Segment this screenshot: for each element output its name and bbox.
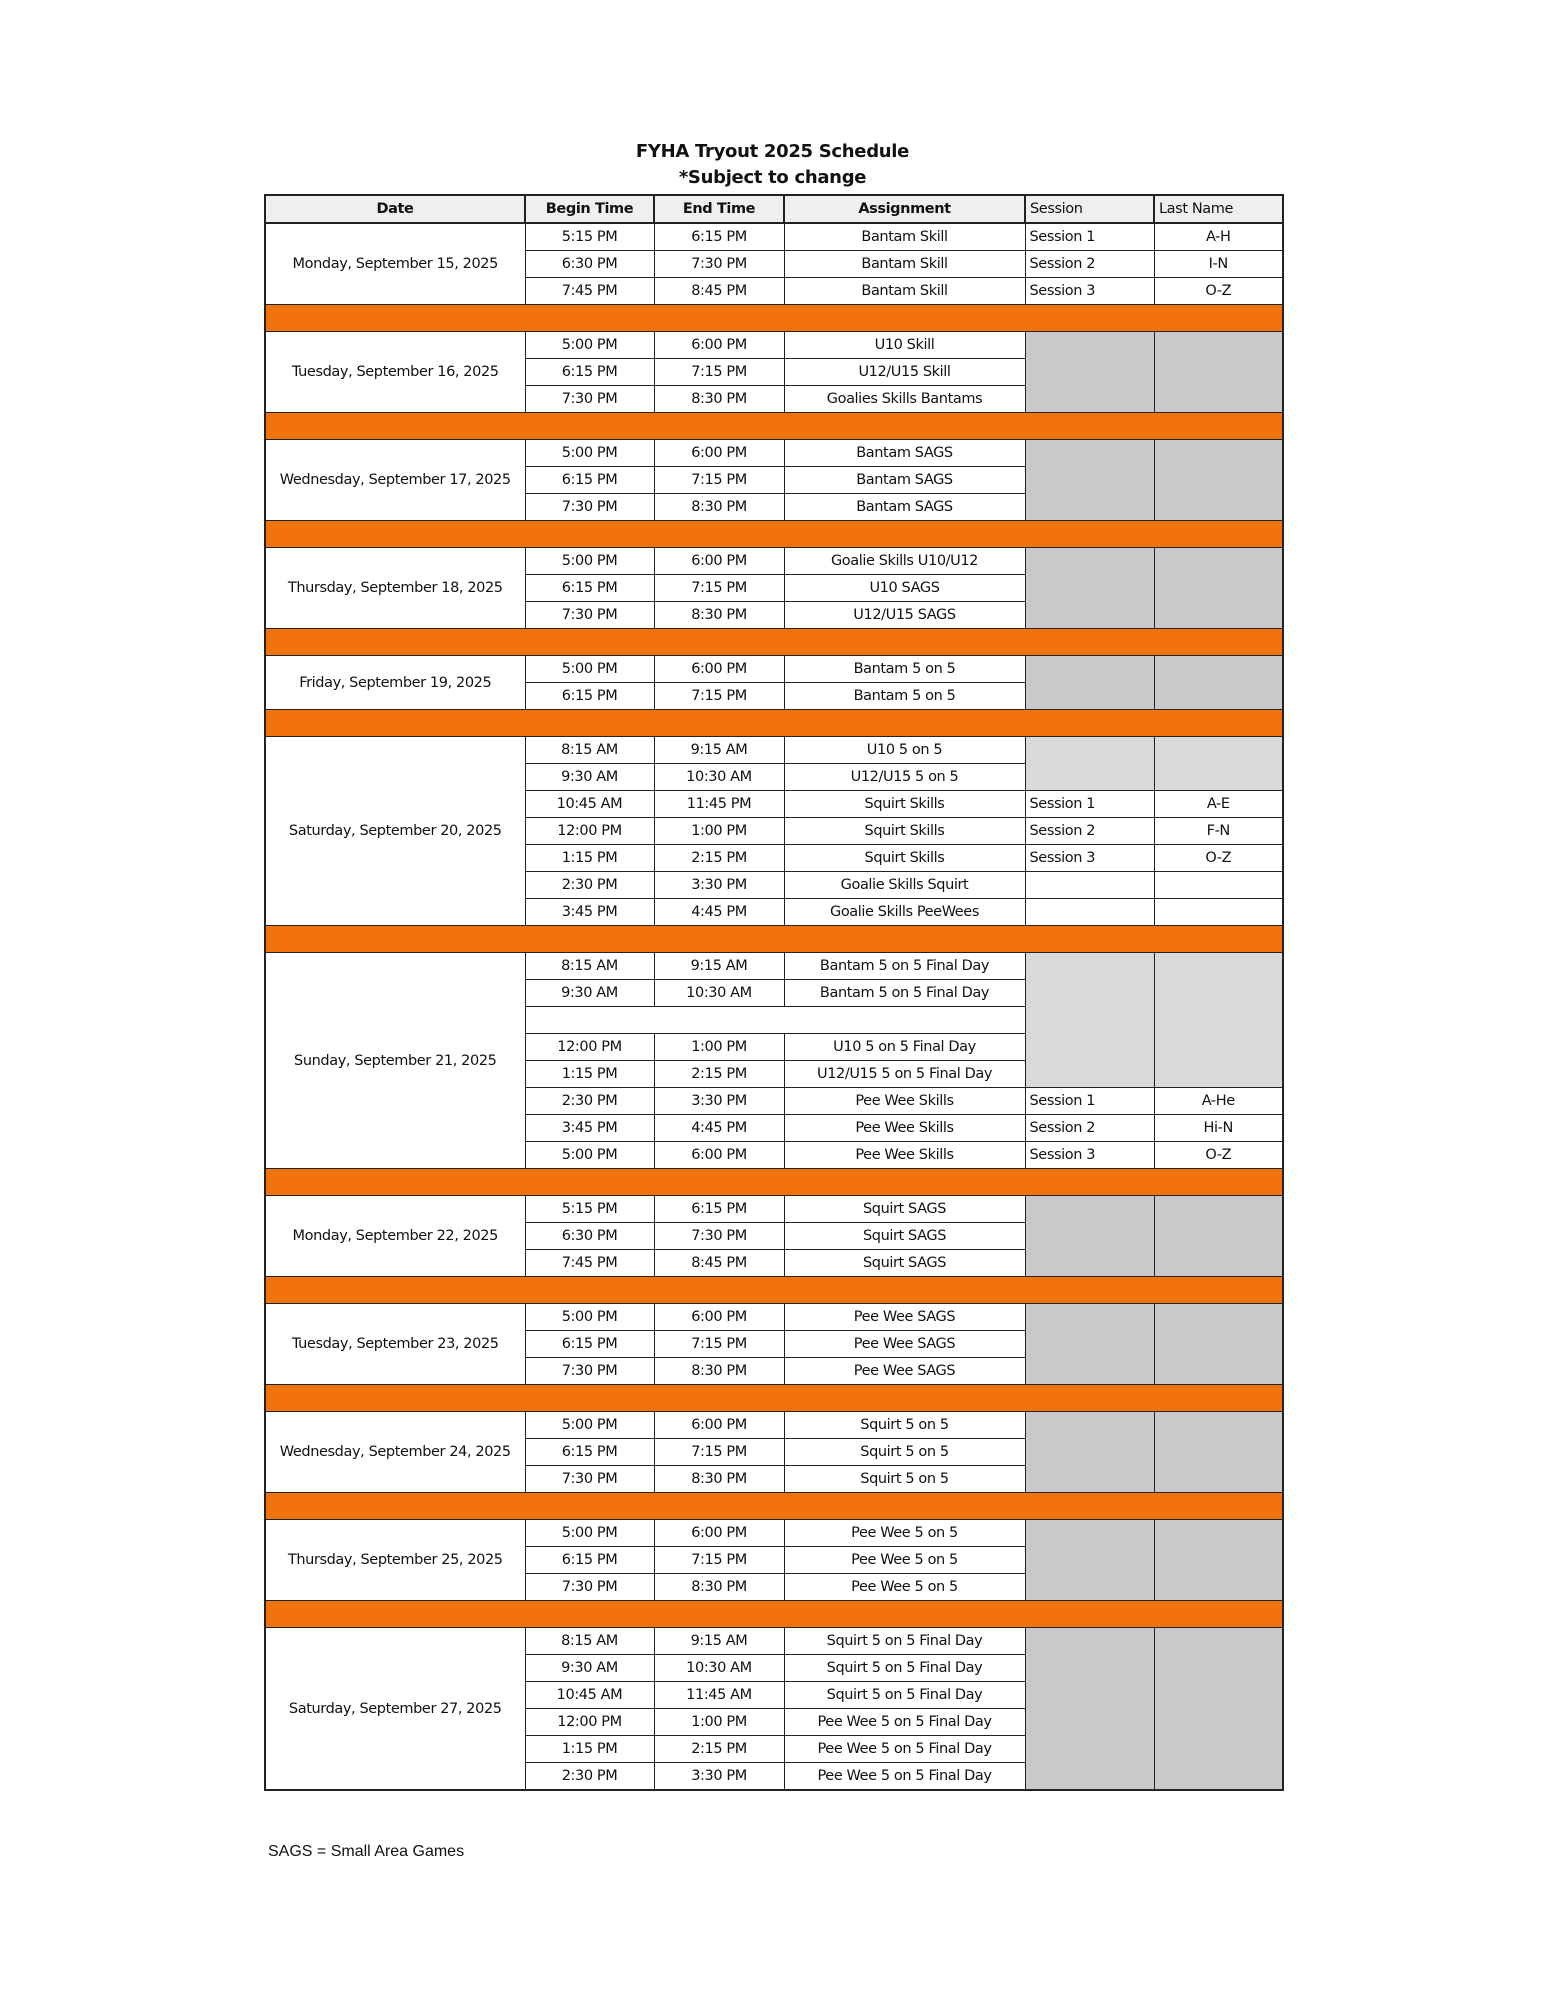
assignment-cell: Pee Wee 5 on 5 xyxy=(784,1520,1025,1547)
assignment-cell: Goalie Skills PeeWees xyxy=(784,899,1025,926)
schedule-title: FYHA Tryout 2025 Schedule xyxy=(635,141,910,162)
separator-cell xyxy=(265,1601,1283,1628)
assignment-cell: Squirt SAGS xyxy=(784,1223,1025,1250)
assignment-cell: Bantam Skill xyxy=(784,223,1025,251)
assignment-cell: Pee Wee SAGS xyxy=(784,1358,1025,1385)
end-time-cell: 10:30 AM xyxy=(654,980,784,1007)
assignment-cell: Pee Wee Skills xyxy=(784,1088,1025,1115)
table-row xyxy=(265,1412,1283,1439)
end-time-cell: 9:15 AM xyxy=(654,953,784,980)
end-time-cell: 6:00 PM xyxy=(654,1412,784,1439)
end-time-cell: 3:30 PM xyxy=(654,872,784,899)
assignment-cell: U12/U15 5 on 5 xyxy=(784,764,1025,791)
begin-time-cell: 7:30 PM xyxy=(525,386,654,413)
end-time-cell: 7:30 PM xyxy=(654,1223,784,1250)
begin-time-cell: 5:00 PM xyxy=(525,1142,654,1169)
session-cell-empty xyxy=(1025,1304,1154,1385)
assignment-cell: U10 Skill xyxy=(784,332,1025,359)
begin-time-cell: 9:30 AM xyxy=(525,764,654,791)
assignment-cell: Squirt SAGS xyxy=(784,1250,1025,1277)
assignment-cell: Squirt 5 on 5 xyxy=(784,1439,1025,1466)
end-time-cell: 1:00 PM xyxy=(654,818,784,845)
separator-cell xyxy=(265,1385,1283,1412)
begin-time-cell: 7:30 PM xyxy=(525,1358,654,1385)
last-name-cell-empty xyxy=(1154,1304,1283,1385)
begin-time-cell: 12:00 PM xyxy=(525,818,654,845)
begin-time-cell: 6:15 PM xyxy=(525,359,654,386)
header-session: Session xyxy=(1025,195,1154,223)
table-row xyxy=(265,223,1283,251)
separator-cell xyxy=(265,629,1283,656)
end-time-cell: 8:30 PM xyxy=(654,1466,784,1493)
table-row xyxy=(265,548,1283,575)
last-name-cell-empty xyxy=(1154,1196,1283,1277)
begin-time-cell: 8:15 AM xyxy=(525,1628,654,1655)
begin-time-cell: 6:15 PM xyxy=(525,575,654,602)
assignment-cell: Pee Wee 5 on 5 xyxy=(784,1547,1025,1574)
end-time-cell: 1:00 PM xyxy=(654,1709,784,1736)
end-time-cell: 8:30 PM xyxy=(654,494,784,521)
last-name-cell-empty xyxy=(1154,656,1283,710)
table-row xyxy=(265,1196,1283,1223)
session-cell: Session 3 xyxy=(1025,278,1154,305)
assignment-cell: Squirt 5 on 5 Final Day xyxy=(784,1628,1025,1655)
assignment-cell: Squirt Skills xyxy=(784,791,1025,818)
session-cell-empty xyxy=(1025,953,1154,1088)
session-cell-empty xyxy=(1025,656,1154,710)
date-cell: Wednesday, September 24, 2025 xyxy=(265,1412,525,1493)
last-name-cell: O-Z xyxy=(1154,845,1283,872)
begin-time-cell: 5:00 PM xyxy=(525,548,654,575)
date-cell: Tuesday, September 16, 2025 xyxy=(265,332,525,413)
end-time-cell: 7:15 PM xyxy=(654,359,784,386)
end-time-cell: 10:30 AM xyxy=(654,1655,784,1682)
assignment-cell: Pee Wee 5 on 5 Final Day xyxy=(784,1736,1025,1763)
header-last-name: Last Name xyxy=(1154,195,1283,223)
begin-time-cell: 3:45 PM xyxy=(525,1115,654,1142)
begin-time-cell: 7:45 PM xyxy=(525,278,654,305)
begin-time-cell: 12:00 PM xyxy=(525,1034,654,1061)
session-cell xyxy=(1025,872,1154,899)
last-name-cell-empty xyxy=(1154,440,1283,521)
day-separator-band xyxy=(265,305,1283,332)
separator-cell xyxy=(265,1169,1283,1196)
end-time-cell: 2:15 PM xyxy=(654,1061,784,1088)
assignment-cell: U12/U15 Skill xyxy=(784,359,1025,386)
day-separator-band xyxy=(265,521,1283,548)
assignment-cell: Squirt SAGS xyxy=(784,1196,1025,1223)
end-time-cell: 2:15 PM xyxy=(654,845,784,872)
session-cell-empty xyxy=(1025,548,1154,629)
date-cell: Thursday, September 25, 2025 xyxy=(265,1520,525,1601)
last-name-cell-empty xyxy=(1154,953,1283,1088)
date-cell: Wednesday, September 17, 2025 xyxy=(265,440,525,521)
session-cell-empty xyxy=(1025,1628,1154,1791)
assignment-cell: Goalie Skills Squirt xyxy=(784,872,1025,899)
assignment-cell: Bantam 5 on 5 Final Day xyxy=(784,953,1025,980)
session-cell: Session 3 xyxy=(1025,1142,1154,1169)
end-time-cell: 8:30 PM xyxy=(654,1358,784,1385)
begin-time-cell: 2:30 PM xyxy=(525,1088,654,1115)
end-time-cell: 6:00 PM xyxy=(654,1520,784,1547)
session-cell-empty xyxy=(1025,440,1154,521)
assignment-cell: Pee Wee SAGS xyxy=(784,1304,1025,1331)
assignment-cell: U10 5 on 5 Final Day xyxy=(784,1034,1025,1061)
session-cell: Session 1 xyxy=(1025,1088,1154,1115)
begin-time-cell: 5:00 PM xyxy=(525,332,654,359)
assignment-cell: Squirt 5 on 5 Final Day xyxy=(784,1682,1025,1709)
assignment-cell: Squirt 5 on 5 xyxy=(784,1466,1025,1493)
begin-time-cell: 9:30 AM xyxy=(525,980,654,1007)
assignment-cell: Goalies Skills Bantams xyxy=(784,386,1025,413)
end-time-cell: 7:15 PM xyxy=(654,1547,784,1574)
session-cell-empty xyxy=(1025,332,1154,413)
assignment-cell: Squirt Skills xyxy=(784,845,1025,872)
day-separator-band xyxy=(265,629,1283,656)
begin-time-cell: 6:15 PM xyxy=(525,1547,654,1574)
begin-time-cell: 7:30 PM xyxy=(525,494,654,521)
day-separator-band xyxy=(265,926,1283,953)
session-cell: Session 1 xyxy=(1025,223,1154,251)
date-cell: Thursday, September 18, 2025 xyxy=(265,548,525,629)
separator-cell xyxy=(265,521,1283,548)
separator-cell xyxy=(265,305,1283,332)
end-time-cell: 7:15 PM xyxy=(654,575,784,602)
session-cell-empty xyxy=(1025,1520,1154,1601)
end-time-cell: 8:45 PM xyxy=(654,278,784,305)
day-separator-band xyxy=(265,1385,1283,1412)
assignment-cell: Squirt 5 on 5 xyxy=(784,1412,1025,1439)
assignment-cell: Pee Wee Skills xyxy=(784,1115,1025,1142)
separator-cell xyxy=(265,413,1283,440)
begin-time-cell: 7:30 PM xyxy=(525,602,654,629)
begin-time-cell: 10:45 AM xyxy=(525,791,654,818)
session-cell-empty xyxy=(1025,737,1154,791)
end-time-cell: 7:15 PM xyxy=(654,683,784,710)
table-row xyxy=(265,440,1283,467)
assignment-cell: U10 5 on 5 xyxy=(784,737,1025,764)
table-row xyxy=(265,1304,1283,1331)
assignment-cell: U10 SAGS xyxy=(784,575,1025,602)
date-cell: Monday, September 15, 2025 xyxy=(265,223,525,305)
last-name-cell: O-Z xyxy=(1154,278,1283,305)
header-begin-time: Begin Time xyxy=(525,195,654,223)
last-name-cell-empty xyxy=(1154,1520,1283,1601)
end-time-cell: 6:00 PM xyxy=(654,440,784,467)
day-separator-band xyxy=(265,1601,1283,1628)
last-name-cell: I-N xyxy=(1154,251,1283,278)
begin-time-cell: 8:15 AM xyxy=(525,953,654,980)
table-row xyxy=(265,1628,1283,1655)
begin-time-cell: 12:00 PM xyxy=(525,1709,654,1736)
day-separator-band xyxy=(265,413,1283,440)
end-time-cell: 9:15 AM xyxy=(654,737,784,764)
end-time-cell: 4:45 PM xyxy=(654,899,784,926)
begin-time-cell: 6:15 PM xyxy=(525,1331,654,1358)
last-name-cell-empty xyxy=(1154,1412,1283,1493)
begin-time-cell: 6:30 PM xyxy=(525,1223,654,1250)
begin-time-cell: 5:15 PM xyxy=(525,1196,654,1223)
begin-time-cell: 6:15 PM xyxy=(525,1439,654,1466)
end-time-cell: 9:15 AM xyxy=(654,1628,784,1655)
last-name-cell: Hi-N xyxy=(1154,1115,1283,1142)
assignment-cell: Squirt Skills xyxy=(784,818,1025,845)
assignment-cell: Bantam 5 on 5 xyxy=(784,656,1025,683)
schedule-body xyxy=(265,223,1283,1790)
end-time-cell: 3:30 PM xyxy=(654,1088,784,1115)
end-time-cell: 7:15 PM xyxy=(654,1439,784,1466)
assignment-cell: Pee Wee 5 on 5 Final Day xyxy=(784,1709,1025,1736)
session-cell: Session 2 xyxy=(1025,251,1154,278)
end-time-cell: 6:00 PM xyxy=(654,332,784,359)
last-name-cell: A-H xyxy=(1154,223,1283,251)
assignment-cell: Squirt 5 on 5 Final Day xyxy=(784,1655,1025,1682)
schedule-table xyxy=(264,194,1284,1791)
table-row xyxy=(265,656,1283,683)
end-time-cell: 6:00 PM xyxy=(654,548,784,575)
begin-time-cell: 5:00 PM xyxy=(525,1520,654,1547)
end-time-cell: 11:45 PM xyxy=(654,791,784,818)
end-time-cell: 6:15 PM xyxy=(654,1196,784,1223)
begin-time-cell: 8:15 AM xyxy=(525,737,654,764)
table-row xyxy=(265,1520,1283,1547)
assignment-cell: Pee Wee 5 on 5 xyxy=(784,1574,1025,1601)
last-name-cell: F-N xyxy=(1154,818,1283,845)
last-name-cell xyxy=(1154,872,1283,899)
header-row xyxy=(265,195,1283,223)
end-time-cell: 8:30 PM xyxy=(654,1574,784,1601)
begin-time-cell: 5:00 PM xyxy=(525,1304,654,1331)
end-time-cell: 7:15 PM xyxy=(654,1331,784,1358)
begin-time-cell: 10:45 AM xyxy=(525,1682,654,1709)
begin-time-cell: 6:15 PM xyxy=(525,467,654,494)
end-time-cell: 7:15 PM xyxy=(654,467,784,494)
last-name-cell-empty xyxy=(1154,332,1283,413)
end-time-cell: 6:15 PM xyxy=(654,223,784,251)
end-time-cell: 10:30 AM xyxy=(654,764,784,791)
assignment-cell: Bantam SAGS xyxy=(784,494,1025,521)
assignment-cell: Bantam SAGS xyxy=(784,467,1025,494)
session-cell xyxy=(1025,899,1154,926)
begin-time-cell: 7:30 PM xyxy=(525,1466,654,1493)
assignment-cell: Pee Wee Skills xyxy=(784,1142,1025,1169)
end-time-cell: 11:45 AM xyxy=(654,1682,784,1709)
separator-cell xyxy=(265,1277,1283,1304)
begin-time-cell: 1:15 PM xyxy=(525,1736,654,1763)
date-cell: Monday, September 22, 2025 xyxy=(265,1196,525,1277)
table-row xyxy=(265,737,1283,764)
header-end-time: End Time xyxy=(654,195,784,223)
begin-time-cell: 6:15 PM xyxy=(525,683,654,710)
day-separator-band xyxy=(265,1493,1283,1520)
end-time-cell: 8:45 PM xyxy=(654,1250,784,1277)
session-cell: Session 3 xyxy=(1025,845,1154,872)
assignment-cell: Bantam Skill xyxy=(784,251,1025,278)
begin-time-cell: 5:00 PM xyxy=(525,440,654,467)
begin-time-cell: 1:15 PM xyxy=(525,845,654,872)
end-time-cell: 1:00 PM xyxy=(654,1034,784,1061)
header-date: Date xyxy=(265,195,525,223)
end-time-cell: 6:00 PM xyxy=(654,1304,784,1331)
header-assignment: Assignment xyxy=(784,195,1025,223)
begin-time-cell: 7:45 PM xyxy=(525,1250,654,1277)
date-cell: Saturday, September 27, 2025 xyxy=(265,1628,525,1791)
last-name-cell-empty xyxy=(1154,737,1283,791)
last-name-cell: A-He xyxy=(1154,1088,1283,1115)
assignment-cell: U12/U15 5 on 5 Final Day xyxy=(784,1061,1025,1088)
assignment-cell: Pee Wee SAGS xyxy=(784,1331,1025,1358)
blank-cell xyxy=(525,1007,1025,1034)
begin-time-cell: 6:30 PM xyxy=(525,251,654,278)
begin-time-cell: 9:30 AM xyxy=(525,1655,654,1682)
session-cell-empty xyxy=(1025,1196,1154,1277)
end-time-cell: 3:30 PM xyxy=(654,1763,784,1791)
assignment-cell: Bantam SAGS xyxy=(784,440,1025,467)
end-time-cell: 6:00 PM xyxy=(654,1142,784,1169)
last-name-cell: O-Z xyxy=(1154,1142,1283,1169)
session-cell: Session 1 xyxy=(1025,791,1154,818)
assignment-cell: Bantam Skill xyxy=(784,278,1025,305)
date-cell: Saturday, September 20, 2025 xyxy=(265,737,525,926)
begin-time-cell: 3:45 PM xyxy=(525,899,654,926)
begin-time-cell: 2:30 PM xyxy=(525,1763,654,1791)
begin-time-cell: 2:30 PM xyxy=(525,872,654,899)
assignment-cell: Bantam 5 on 5 xyxy=(784,683,1025,710)
date-cell: Sunday, September 21, 2025 xyxy=(265,953,525,1169)
day-separator-band xyxy=(265,1169,1283,1196)
begin-time-cell: 5:15 PM xyxy=(525,223,654,251)
schedule-subtitle: *Subject to change xyxy=(678,167,867,188)
day-separator-band xyxy=(265,1277,1283,1304)
last-name-cell xyxy=(1154,899,1283,926)
assignment-cell: Bantam 5 on 5 Final Day xyxy=(784,980,1025,1007)
assignment-cell: Pee Wee 5 on 5 Final Day xyxy=(784,1763,1025,1791)
end-time-cell: 4:45 PM xyxy=(654,1115,784,1142)
table-row xyxy=(265,953,1283,980)
begin-time-cell: 1:15 PM xyxy=(525,1061,654,1088)
end-time-cell: 6:00 PM xyxy=(654,656,784,683)
separator-cell xyxy=(265,1493,1283,1520)
separator-cell xyxy=(265,926,1283,953)
end-time-cell: 2:15 PM xyxy=(654,1736,784,1763)
last-name-cell-empty xyxy=(1154,1628,1283,1791)
begin-time-cell: 5:00 PM xyxy=(525,656,654,683)
end-time-cell: 7:30 PM xyxy=(654,251,784,278)
session-cell: Session 2 xyxy=(1025,818,1154,845)
end-time-cell: 8:30 PM xyxy=(654,602,784,629)
date-cell: Friday, September 19, 2025 xyxy=(265,656,525,710)
assignment-cell: U12/U15 SAGS xyxy=(784,602,1025,629)
begin-time-cell: 7:30 PM xyxy=(525,1574,654,1601)
end-time-cell: 8:30 PM xyxy=(654,386,784,413)
last-name-cell: A-E xyxy=(1154,791,1283,818)
session-cell-empty xyxy=(1025,1412,1154,1493)
assignment-cell: Goalie Skills U10/U12 xyxy=(784,548,1025,575)
separator-cell xyxy=(265,710,1283,737)
day-separator-band xyxy=(265,710,1283,737)
date-cell: Tuesday, September 23, 2025 xyxy=(265,1304,525,1385)
table-row xyxy=(265,332,1283,359)
session-cell: Session 2 xyxy=(1025,1115,1154,1142)
begin-time-cell: 5:00 PM xyxy=(525,1412,654,1439)
footnote: SAGS = Small Area Games xyxy=(268,1843,465,1860)
last-name-cell-empty xyxy=(1154,548,1283,629)
